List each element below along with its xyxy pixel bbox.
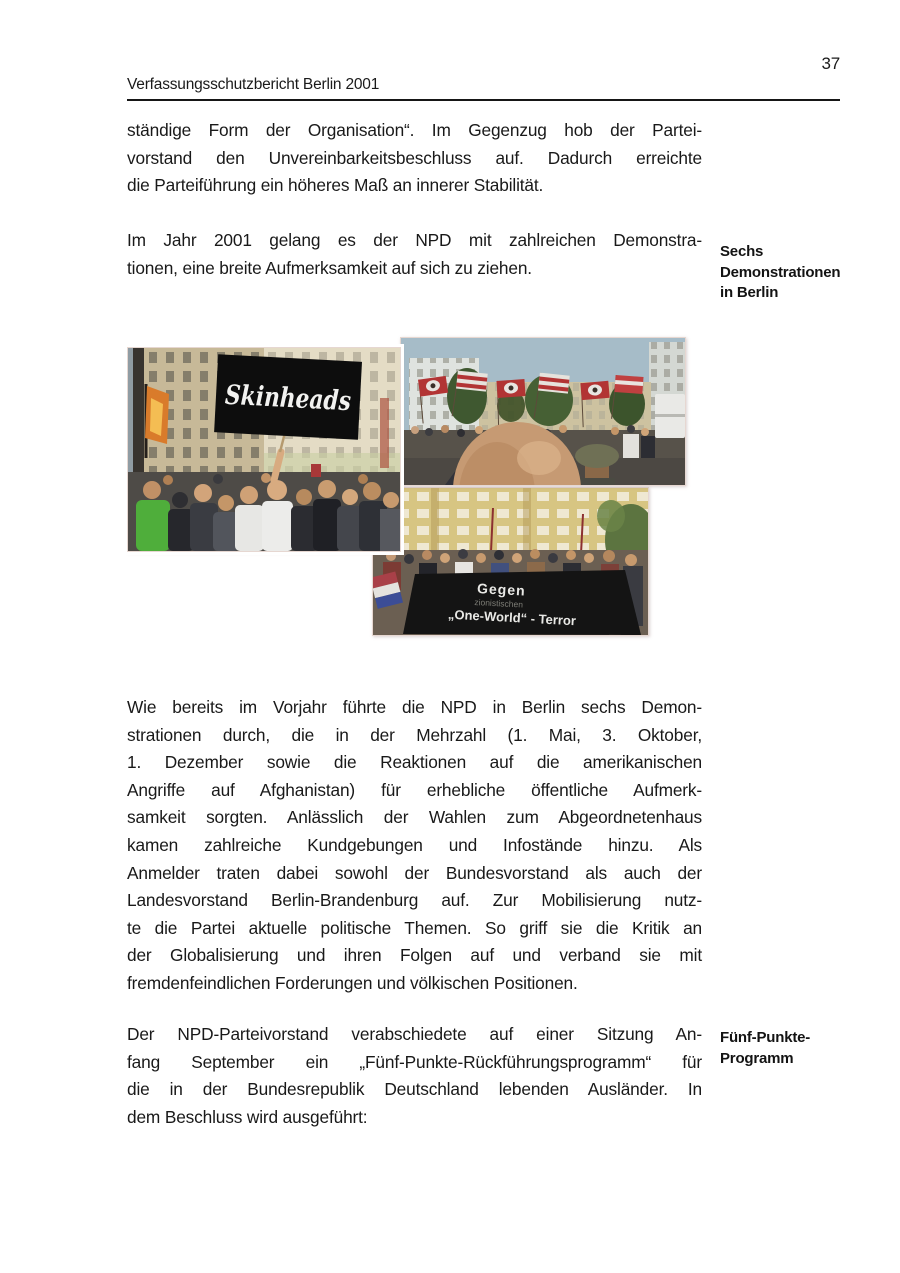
text-line: samkeit sorgten. Anlässlich der Wahlen zum Abgeordnetenhaus	[127, 807, 702, 828]
text-line: fang September ein „Fünf-Punkte-Rückführungsprogramm“ für	[127, 1051, 702, 1072]
margin-note-fuenf-punkte-programm	[720, 1028, 870, 1069]
text-line: te die Partei aktuelle politische Themen. So griff sie die Kritik an	[127, 917, 702, 938]
banner-line-2: zionistischen	[474, 596, 524, 610]
text-line: tionen, eine breite Aufmerksamkeit auf sich zu ziehen.	[127, 257, 532, 278]
photo-skinheads-flag	[127, 347, 401, 552]
text-line: in Berlin	[720, 284, 779, 301]
text-line: Fünf-Punkte-	[720, 1029, 811, 1046]
banner-line-1: Gegen	[476, 580, 527, 599]
margin-note-sechs-demonstrationen	[720, 242, 870, 304]
paragraph-fuenf-punkte	[127, 1021, 702, 1131]
text-line: Der NPD-Parteivorstand verabschiedete auf einer Sitzung An-	[127, 1024, 702, 1044]
text-line: dem Beschluss wird ausgeführt:	[127, 1106, 368, 1127]
bucket-hat-person	[575, 444, 619, 485]
flag-text: Skinheads	[224, 379, 383, 419]
text-line: Programm	[720, 1049, 794, 1067]
text-line: Sechs	[720, 243, 764, 260]
text-line: der Globalisierung und ihren Folgen auf und verband sie mit	[127, 945, 702, 966]
text-line: die Parteiführung ein höheres Maß an innerer Stabilität.	[127, 175, 544, 196]
text-line: fremdenfeindlichen Forderungen und völkischen Positionen.	[127, 972, 578, 993]
photo-banner-march	[372, 487, 649, 636]
protest-banner	[403, 570, 641, 635]
text-line: Demonstrationen	[720, 263, 841, 281]
text-line: Landesvorstand Berlin-Brandenburg auf. Zur Mobilisierung nutz-	[127, 890, 702, 911]
text-line: Wie bereits im Vorjahr führte die NPD in Berlin sechs Demon-	[127, 697, 702, 717]
crowd	[128, 464, 400, 551]
text-line: Anmelder traten dabei sowohl der Bundesvorstand als auch der	[127, 862, 702, 883]
text-line: Im Jahr 2001 gelang es der NPD mit zahlreichen Demonstra-	[127, 230, 702, 250]
running-header-title: Verfassungsschutzbericht Berlin 2001	[127, 76, 380, 93]
text-line: kamen zahlreiche Kundgebungen und Infostände hinzu. Als	[127, 834, 702, 855]
text-line: ständige Form der Organisation“. Im Gegenzug hob der Partei-	[127, 120, 702, 140]
banner-line-3: „One-World“ - Terror	[447, 606, 577, 629]
text-line: die in der Bundesrepublik Deutschland lebenden Ausländer. In	[127, 1079, 702, 1100]
text-line: 1. Dezember sowie die Reaktionen auf die amerikanischen	[127, 752, 702, 773]
text-line: Angriffe auf Afghanistan) für erhebliche öffentliche Aufmerk-	[127, 779, 702, 800]
paragraph-organisation	[127, 117, 702, 200]
paragraph-sechs-demonstrationen	[127, 694, 702, 998]
text-line: vorstand den Unvereinbarkeitsbeschluss auf. Dadurch erreichte	[127, 147, 702, 168]
text-line: strationen durch, die in der Mehrzahl (1. Mai, 3. Oktober,	[127, 724, 702, 745]
page-number: 37	[821, 54, 840, 73]
header-rule	[127, 99, 840, 101]
photo-rally-flags	[400, 337, 686, 486]
white-van	[655, 394, 685, 438]
paragraph-demonstrationen	[127, 227, 702, 282]
